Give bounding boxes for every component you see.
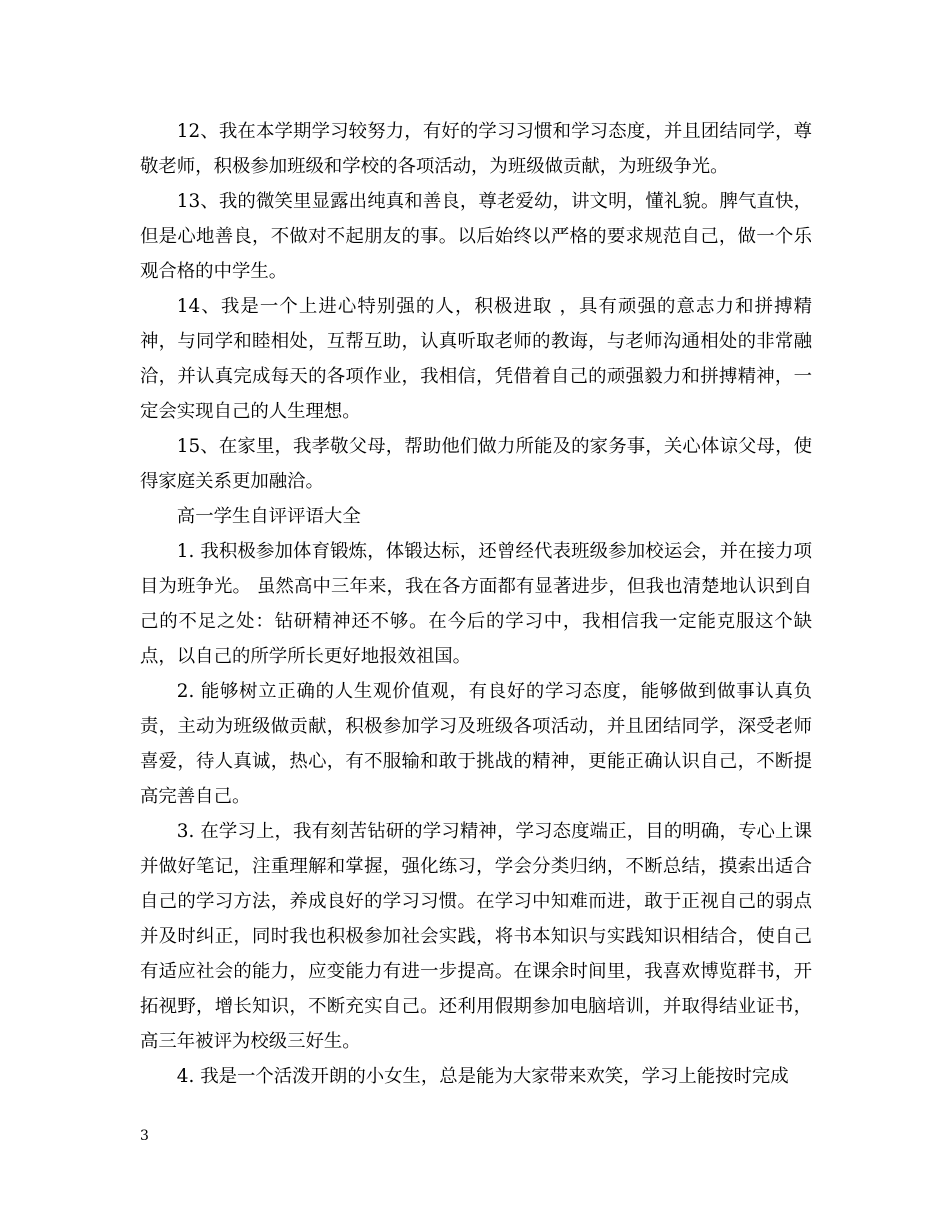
paragraph-14: 14、我是一个上进心特别强的人，积极进取 ，具有顽强的意志力和拼搏精神，与同学和睦相处，互帮互助，认真听取老师的教诲，与老师沟通相处的非常融洽，并认真完成每天的各项作业，我相信，凭借着自己的顽强毅力和拼搏精神，一定会实现自己的人生理想。 (140, 296, 812, 422)
list-item-3: 3. 在学习上，我有刻苦钻研的学习精神，学习态度端正，目的明确，专心上课并做好笔记，注重理解和掌握，强化练习，学会分类归纳，不断总结，摸索出适合自己的学习方法，养成良好的学习习惯。在学习中知难而进，敢于正视自己的弱点并及时纠正，同时我也积极参加社会实践，将书本知识与实践知识相结合，使自己有适应社会的能力，应变能力有进一步提高。在课余时间里，我喜欢博览群书，开拓视野，增长知识，不断充实自己。还利用假期参加电脑培训，并取得结业证书，高三年被评为校级三好生。 (140, 821, 812, 1052)
list-item-2: 2. 能够树立正确的人生观价值观，有良好的学习态度，能够做到做事认真负责，主动为班级做贡献，积极参加学习及班级各项活动，并且团结同学，深受老师喜爱，待人真诚，热心，有不服输和敢于挑战的精神，更能正确认识自己，不断提高完善自己。 (140, 681, 812, 807)
list-item-4: 4. 我是一个活泼开朗的小女生，总是能为大家带来欢笑，学习上能按时完成 (176, 1066, 789, 1087)
paragraph-13: 13、我的微笑里显露出纯真和善良，尊老爱幼，讲文明，懂礼貌。脾气直快，但是心地善良，不做对不起朋友的事。以后始终以严格的要求规范自己，做一个乐观合格的中学生。 (140, 191, 812, 282)
document-body (140, 114, 812, 1094)
section-title: 高一学生自评评语大全 (176, 506, 361, 527)
paragraph-15: 15、在家里，我孝敬父母，帮助他们做力所能及的家务事，关心体谅父母，使得家庭关系更加融洽。 (140, 436, 812, 492)
paragraph-12: 12、我在本学期学习较努力，有好的学习习惯和学习态度，并且团结同学，尊敬老师，积极参加班级和学校的各项活动，为班级做贡献，为班级争光。 (140, 121, 812, 177)
list-item-1: 1. 我积极参加体育锻炼，体锻达标，还曾经代表班级参加校运会，并在接力项目为班争光。 虽然高中三年来，我在各方面都有显著进步，但我也清楚地认识到自己的不足之处：钻研精神还不够。在今后的学习中，我相信我一定能克服这个缺点，以自己的所学所长更好地报效祖国。 (140, 541, 812, 667)
page-number: 3 (140, 1128, 149, 1144)
